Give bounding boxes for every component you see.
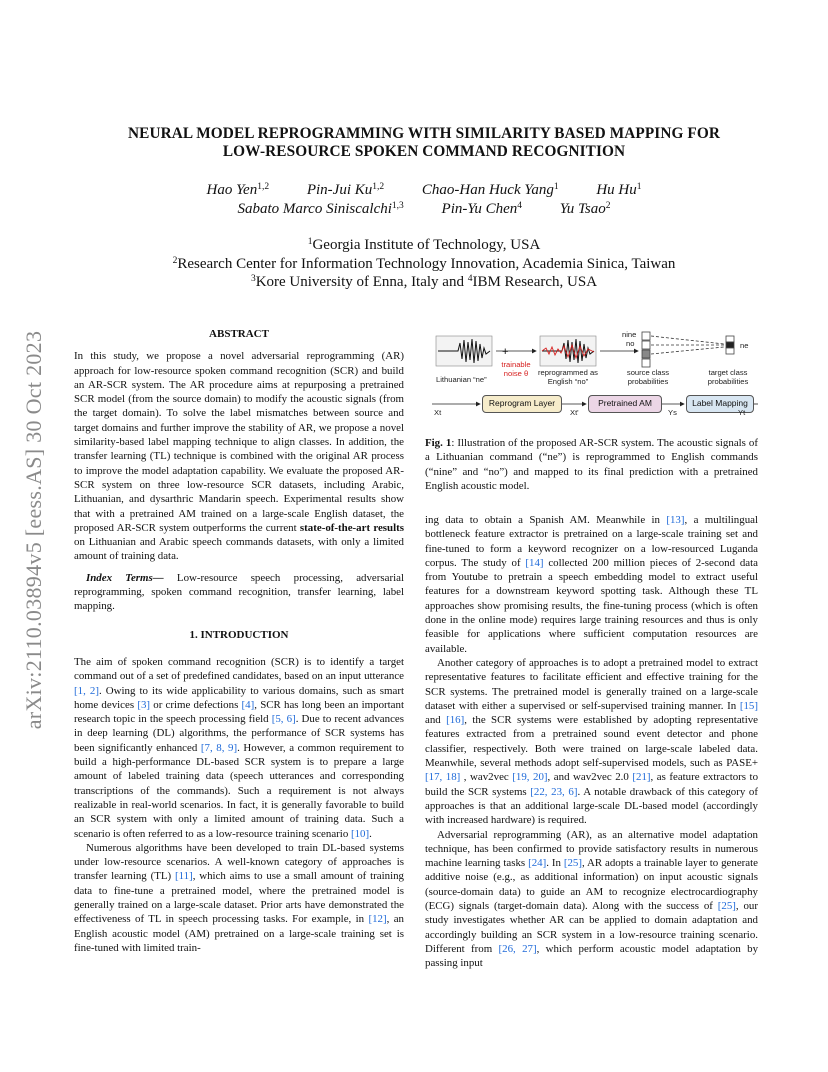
affiliation-2: $^2$Research Center for Information Technology Innovation, Academia Sinica, Taiwan [172, 255, 676, 272]
citation-link[interactable]: [5, 6] [271, 713, 296, 726]
abstract-body: In this study, we propose a novel adversarial reprogramming (AR) approach for low-resource spoken command recognition (SCR) and build an AR-SCR system. The AR procedure aims at repurposing a pretrained SCR model (from the source domain) to modify the acoustic signals (from the target domain). To solve the label mismatches between source and target domains and further improve the stability of AR, we propose a novel similarity-based label mapping technique to align classes. In addition, the transfer learning (TL) technique is combined with the original AR process to improve the model adaptation capability. We evaluate the proposed AR-SCR system on three low-resource SCR datasets, including Arabic, Lithuanian, and dysarthric Mandarin speech. Experimental results show that with a pretrained AM trained on a large-scale English dataset, the proposed AR-SCR system outperforms the current state-of-the-art results on Lithuanian and Arabic speech commands datasets, with only a limited amount of training data. [74, 350, 404, 563]
author: Hu Hu$^1$ [596, 182, 642, 198]
citation-link[interactable]: [21] [632, 771, 651, 784]
body-text: . Owing to its wide applicability to various domains, such as smart home devices [74, 684, 404, 711]
body-paragraph-2 [425, 656, 758, 828]
body-text: . Due to recent advances in deep learning (DL) algorithms, the performance of SCR systems has been significantly enhanced [74, 713, 404, 754]
arxiv-stamp [2, 280, 66, 780]
body-text: , an English acoustic model (AM) pretrained on a large-scale training set is fine-tuned with limited train- [74, 913, 404, 954]
citation-link[interactable]: [1, 2] [74, 684, 99, 697]
citation-link[interactable]: [12] [368, 913, 387, 926]
label-target-probabilities: target class probabilities [707, 368, 749, 386]
right-column [425, 513, 758, 971]
label-source-probabilities: source class probabilities [626, 368, 670, 386]
citation-link[interactable]: [16] [446, 714, 465, 727]
label-mapping-box: Label Mapping [686, 395, 754, 413]
title-line-2: LOW-RESOURCE SPOKEN COMMAND RECOGNITION [222, 143, 626, 160]
citation-link[interactable]: [10] [350, 827, 370, 840]
body-text: Another category of approaches is to adopt a pretrained model to extract representative features to facilitate efficient and effective training for the SCR systems. The pretrained model is generally trained on a large-scale dataset with either a supervised or self-supervised training manner. In [425, 656, 758, 712]
citation-link[interactable]: [13] [666, 514, 685, 526]
body-text: , the SCR systems were established by adopting representative features extracted from a pretrained sound event detector and phone classifier, respectively. Both were trained on large-scale labeled data. Meanwhile, several methods adopt self-supervised models, such as PASE+ [425, 714, 758, 770]
label-lithuanian: Lithuanian “ne” [436, 375, 487, 384]
var-xt: Xt [434, 408, 442, 417]
author: Sabato Marco Siniscalchi$^{1,3}$ [237, 201, 404, 217]
citation-link[interactable]: [7, 8, 9] [200, 741, 238, 754]
label-trainable-noise: trainable noise θ [501, 360, 531, 378]
intro-paragraph-2 [74, 841, 404, 955]
arxiv-id: arXiv:2110.03894v5 [eess.AS] 30 Oct 2023 [21, 330, 46, 730]
body-text: or crime defections [150, 698, 242, 711]
body-text: , which perform acoustic model adaptation by passing input [425, 942, 759, 970]
body-text: Adversarial reprogramming (AR), as an alternative model adaptation technique, has been confirmed to provide satisfactory results in numerous machine learning tasks [425, 828, 758, 870]
citation-link[interactable]: [17, 18] [425, 771, 461, 784]
index-terms: Index Terms— Low-resource speech processing, adversarial reprogramming, spoken command recognition, transfer learning, label mapping. [74, 571, 404, 613]
body-text: . [369, 827, 372, 840]
body-text: collected 200 million pieces of 2-second data from Youtube to pretrain a speech embedding model to extract useful features for a downstream keyword spotting task. Although these TL approaches show promising results, the fine-tuning process (which is often done in the online mode) requires large training resources and thus is only feasible for applications where sufficient computation resources are available. [425, 556, 758, 655]
paper-title [100, 125, 748, 161]
body-text: , which aims to use a small amount of training data to fine-tune a pretrained model, where the pretrained model is generally trained on a large-scale dataset. Prior arts have demonstrated the effectiveness of TL in speech processing tasks. For example, in [74, 870, 404, 926]
affiliation-1: $^1$Georgia Institute of Technology, USA [307, 237, 541, 253]
abstract-heading: ABSTRACT [209, 328, 269, 340]
citation-link[interactable]: [4] [241, 698, 255, 711]
left-column [74, 327, 404, 955]
citation-link[interactable]: [11] [174, 870, 193, 883]
reprogram-layer-box: Reprogram Layer [482, 395, 562, 413]
body-text: , our study investigates whether AR can be applied to domain adaptation and accordingly building an SCR system in a low-resource training scenario. Different from [425, 900, 758, 955]
body-text: , wav2vec [460, 771, 513, 784]
class-label-ne: ne [740, 341, 749, 350]
body-text: , a multilingual bottleneck feature extractor is pretrained on a large-scale training set and fine-tuned to form a keyword recognizer on a low-resourced Luganda corpus. The study of [425, 514, 758, 569]
citation-link[interactable]: [15] [739, 699, 758, 712]
citation-link[interactable]: [24] [528, 857, 547, 870]
class-label-nine: nine [622, 330, 637, 339]
body-text: . A notable drawback of this category of approaches is that an additional large-scale DL-based model (accordingly with increased hardware) is required. [425, 785, 758, 827]
citation-link[interactable]: [25] [717, 900, 736, 913]
body-text: , and wav2vec 2.0 [547, 771, 633, 784]
body-text: . However, a common requirement to build a high-performance DL-based SCR system is to prepare a large amount of labeled training data (speech utterances and corresponding transcriptions of the commands). Such a requirement is not always realizable in real-world scenarios. In fact, it is generally favorable to build an SCR system with only a limited amount of training data. Such a scenario is often referred to as a low-resource training scenario [74, 741, 404, 840]
title-line-1: NEURAL MODEL REPROGRAMMING WITH SIMILARITY BASED MAPPING FOR [128, 125, 720, 142]
body-text: Numerous algorithms have been developed to train DL-based systems under low-resource scenarios. A well-known category of approaches is transfer learning (TL) [74, 841, 404, 883]
intro-paragraph-1 [74, 655, 404, 841]
body-text: , SCR has long been an important research topic in the speech processing field [74, 698, 404, 726]
citation-link[interactable]: [19, 20] [512, 771, 548, 784]
body-text: and [425, 714, 447, 727]
body-text: , AR adopts a trainable layer to generate additive noise (e.g., as additional information) on input acoustic signals (source-domain data) to guide an AM to recognize electrocardiography (ECG) signals (target-domain data). Along with the success of [425, 857, 758, 913]
citation-link[interactable]: [14] [525, 556, 544, 569]
author: Pin-Yu Chen$^4$ [441, 201, 522, 217]
body-text: ing data to obtain a Spanish AM. Meanwhile in [425, 514, 667, 526]
author: Hao Yen$^{1,2}$ [206, 182, 270, 198]
author: Pin-Jui Ku$^{1,2}$ [306, 182, 385, 198]
affiliations [100, 236, 748, 292]
body-paragraph-1 [425, 513, 758, 656]
var-yt: Yt [738, 408, 746, 417]
class-label-no: no [626, 339, 635, 348]
author: Yu Tsao$^2$ [559, 201, 611, 217]
intro-heading: 1. INTRODUCTION [189, 628, 289, 641]
var-ys: Ys [668, 408, 677, 417]
citation-link[interactable]: [22, 23, 6] [530, 785, 578, 798]
var-xt-prime: Xt' [570, 408, 579, 417]
pretrained-am-box: Pretrained AM [588, 395, 662, 413]
citation-link[interactable]: [26, 27] [498, 942, 537, 955]
figure-caption: Fig. 1: Illustration of the proposed AR-SCR system. The acoustic signals of a Lithuanian command (“ne”) is reprogrammed to English commands (“nine” and “no”) and mapped to its final prediction with a pretrained English acoustic model. [425, 437, 758, 492]
citation-link[interactable]: [3] [137, 698, 151, 711]
label-reprogrammed: reprogrammed as English “no” [538, 368, 598, 386]
affiliation-3: $^3$Kore University of Enna, Italy and $^4$IBM Research, USA [250, 274, 598, 291]
body-text: The aim of spoken command recognition (SCR) is to identify a target command out of a set of predefined candidates, based on an input utterance [74, 655, 404, 683]
figure-1 [428, 328, 758, 420]
author: Chao-Han Huck Yang$^1$ [421, 182, 559, 198]
plus-icon: + [502, 346, 509, 358]
body-text: . In [546, 857, 564, 870]
author-row-1 [100, 182, 748, 199]
body-text: , as feature extractors to build the SCR systems [425, 771, 759, 798]
body-paragraph-3 [425, 828, 758, 971]
author-row-2 [100, 201, 748, 218]
citation-link[interactable]: [25] [563, 857, 582, 870]
